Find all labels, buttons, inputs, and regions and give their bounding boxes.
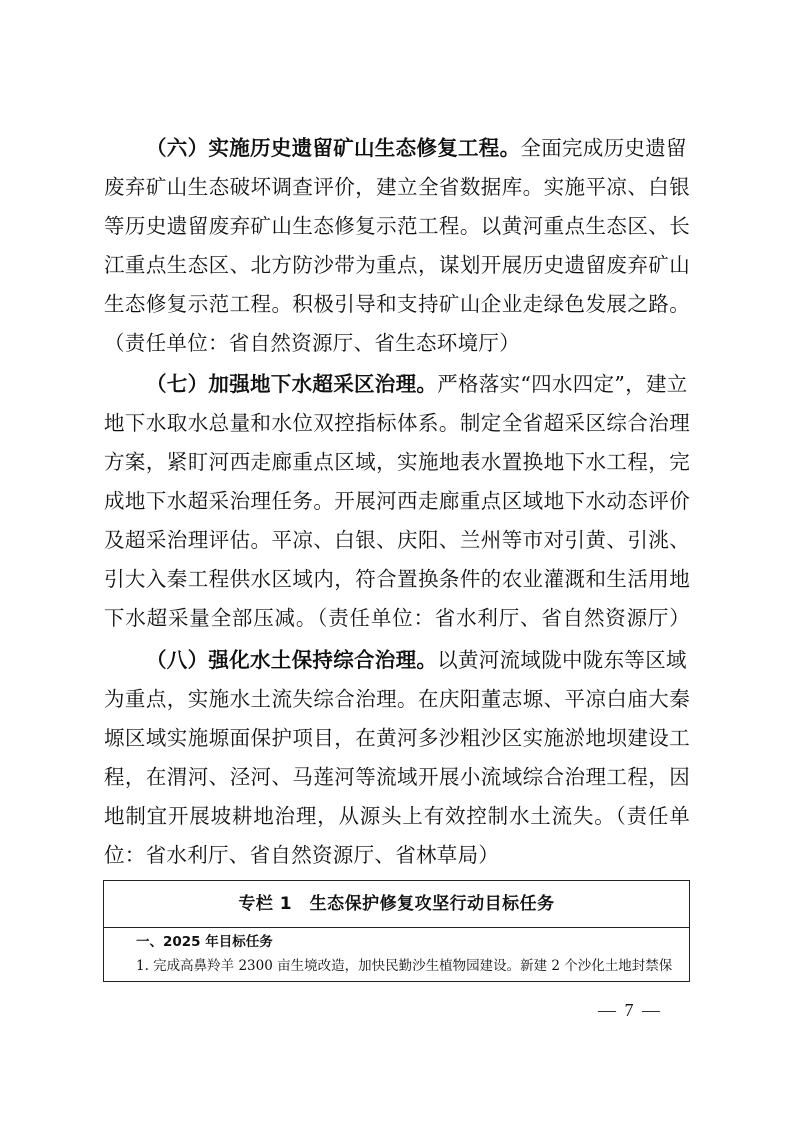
paragraph-8-line-3: 塬区域实施塬面保护项目，在黄河多沙粗沙区实施淤地坝建设工: [104, 726, 690, 750]
paragraph-7-line-3: 方案，紧盯河西走廊重点区域，实施地表水置换地下水工程，完: [104, 450, 690, 474]
section-8-heading: （八）强化水土保持综合治理。: [146, 648, 438, 672]
paragraph-7-line-4: 成地下水超采治理任务。开展河西走廊重点区域地下水动态评价: [104, 489, 690, 513]
paragraph-8-line-2: 为重点，实施水土流失综合治理。在庆阳董志塬、平凉白庙大秦: [104, 687, 690, 711]
section-6-heading: （六）实施历史遗留矿山生态修复工程。: [146, 136, 521, 160]
column-subheading: 一、2025 年目标任务: [136, 934, 273, 950]
paragraph-7-line-1: （七）加强地下水超采区治理。严格落实“四水四定”，建立: [146, 372, 688, 396]
paragraph-6-line-4: 江重点生态区、北方防沙带为重点，谋划开展历史遗留废弃矿山: [104, 253, 690, 277]
paragraph-8-line-1: （八）强化水土保持综合治理。以黄河流域陇中陇东等区域: [146, 648, 687, 672]
paragraph-6-line-1: （六）实施历史遗留矿山生态修复工程。全面完成历史遗留: [146, 136, 687, 160]
paragraph-6-line-2: 废弃矿山生态破坏调查评价，建立全省数据库。实施平凉、白银: [104, 175, 690, 199]
paragraph-8-line-4: 程，在渭河、泾河、马莲河等流域开展小流域综合治理工程，因: [104, 765, 690, 789]
paragraph-8-line-6: 位：省水利厅、省自然资源厅、省林草局）: [104, 843, 500, 867]
column-box: [103, 880, 690, 982]
paragraph-7-line-5: 及超采治理评估。平凉、白银、庆阳、兰州等市对引黄、引洮、: [104, 528, 690, 552]
paragraph-6-line-5: 生态修复示范工程。积极引导和支持矿山企业走绿色发展之路。: [104, 292, 690, 316]
paragraph-7-line-6: 引大入秦工程供水区域内，符合置换条件的农业灌溉和生活用地: [104, 567, 690, 591]
paragraph-6-line-6: （责任单位：省自然资源厅、省生态环境厅）: [104, 331, 520, 355]
paragraph-6-line-3: 等历史遗留废弃矿山生态修复示范工程。以黄河重点生态区、长: [104, 214, 690, 238]
section-7-heading: （七）加强地下水超采区治理。: [146, 372, 438, 396]
paragraph-8-line-5: 地制宜开展坡耕地治理，从源头上有效控制水土流失。（责任单: [104, 804, 690, 828]
paragraph-7-line-2: 地下水取水总量和水位双控指标体系。制定全省超采区综合治理: [104, 411, 690, 435]
column-title: 专栏 1 生态保护修复攻坚行动目标任务: [104, 881, 689, 928]
page-number: — 7 —: [598, 1000, 662, 1020]
paragraph-7-line-7: 下水超采量全部压减。（责任单位：省水利厅、省自然资源厅）: [104, 606, 690, 630]
column-item-1: 1. 完成高鼻羚羊 2300 亩生境改造，加快民勤沙生植物园建设。新建 2 个沙化土地封禁保: [136, 958, 673, 974]
